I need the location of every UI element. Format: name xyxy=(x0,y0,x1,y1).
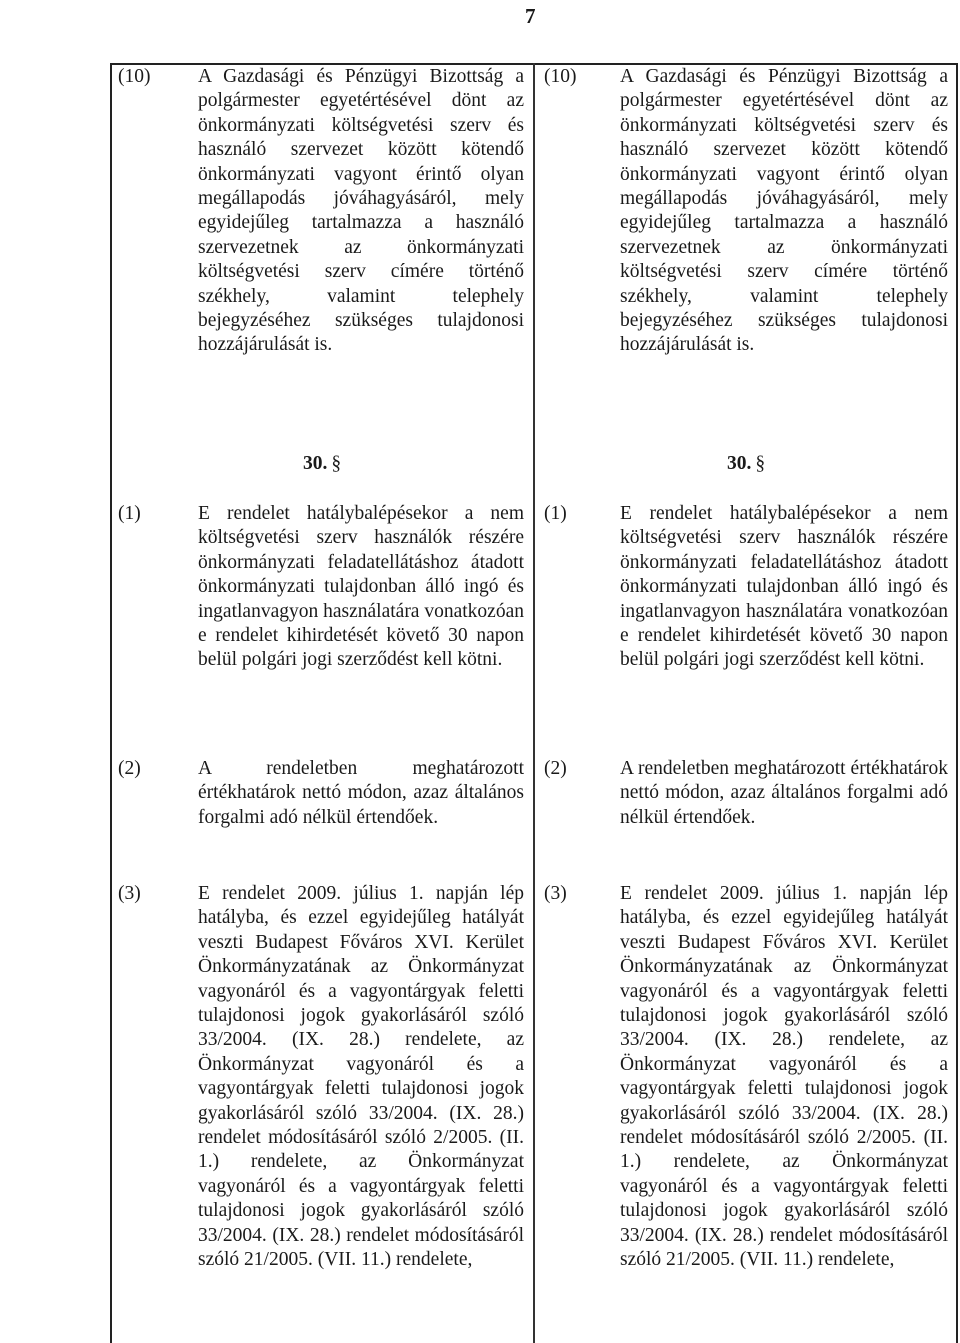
paragraph-number: (10) xyxy=(544,66,577,87)
section-number: 30. xyxy=(726,453,752,474)
paragraph-text: A rendeletben meghatározott értékhatárok nettó módon, azaz általános forgalmi adó nélkül értendőek. xyxy=(620,758,948,828)
paragraph-number: (10) xyxy=(118,66,151,87)
paragraph-text: E rendelet hatálybalépésekor a nem költségvetési szerv használók részére önkormányzati feladatellátáshoz átadott önkormányzati tulajdonban álló ingó és ingatlanvagyon használatára vonatkozóan e rendelet kihirdetését követő 30 napon belül polgári jogi szerződést kell kötni. xyxy=(620,503,948,671)
paragraph-text: E rendelet 2009. július 1. napján lép hatályba, és ezzel egyidejűleg hatályát veszti Budapest Főváros XVI. Kerület Önkormányzatának az Önkormányzat vagyonáról és a vagyontárgyak feletti tulajdonosi jogok gyakorlásáról szóló 33/2004. (IX. 28.) rendelete, az Önkormányzat vagyonáról és a vagyontárgyak feletti tulajdonosi jogok gyakorlásáról szóló 33/2004. (IX. 28.) rendelet módosításáról szóló 2/2005. (II. 1.) rendelete, az Önkormányzat vagyonáról és a vagyontárgyak feletti tulajdonosi jogok gyakorlásáról szóló 33/2004. (IX. 28.) rendelet módosításáról szóló 21/2005. (VII. 11.) rendelete, xyxy=(198,883,524,1271)
paragraph-text: A Gazdasági és Pénzügyi Bizottság a polgármester egyetértésével dönt az önkormányzati költségvetési szerv és használó szervezet között kötendő önkormányzati vagyont érintő olyan megállapodás jóváhagyásáról, mely egyidejűleg tartalmazza a használó szervezetnek az önkormányzati költségvetési szerv címére történő székhely, valamint telephely bejegyzéséhez szükséges tulajdonosi hozzájárulását is. xyxy=(198,66,524,356)
paragraph-number: (2) xyxy=(544,758,567,779)
column-divider xyxy=(533,63,535,1343)
paragraph-text: A Gazdasági és Pénzügyi Bizottság a polgármester egyetértésével dönt az önkormányzati költségvetési szerv és használó szervezet között kötendő önkormányzati vagyont érintő olyan megállapodás jóváhagyásáról, mely egyidejűleg tartalmazza a használó szervezetnek az önkormányzati költségvetési szerv címére történő székhely, valamint telephely bejegyzéséhez szükséges tulajdonosi hozzájárulását is. xyxy=(620,66,948,356)
paragraph-number: (1) xyxy=(544,503,567,524)
page-number: 7 xyxy=(525,4,536,28)
section-sign: § xyxy=(331,453,342,474)
section-heading xyxy=(112,453,532,475)
paragraph-text: E rendelet hatálybalépésekor a nem költségvetési szerv használók részére önkormányzati feladatellátáshoz átadott önkormányzati tulajdonban álló ingó és ingatlanvagyon használatára vonatkozóan e rendelet kihirdetését követő 30 napon belül polgári jogi szerződést kell kötni. xyxy=(198,503,524,671)
paragraph-number: (3) xyxy=(118,883,141,904)
paragraph-number: (1) xyxy=(118,503,141,524)
section-sign: § xyxy=(755,453,766,474)
section-number: 30. xyxy=(302,453,328,474)
paragraph-text: A rendeletben meghatározott értékhatárok nettó módon, azaz általános forgalmi adó nélkül értendőek. xyxy=(198,758,524,828)
paragraph-number: (2) xyxy=(118,758,141,779)
section-heading xyxy=(536,453,956,475)
paragraph-number: (3) xyxy=(544,883,567,904)
paragraph-text: E rendelet 2009. július 1. napján lép hatályba, és ezzel egyidejűleg hatályát veszti Budapest Főváros XVI. Kerület Önkormányzatának az Önkormányzat vagyonáról és a vagyontárgyak feletti tulajdonosi jogok gyakorlásáról szóló 33/2004. (IX. 28.) rendelete, az Önkormányzat vagyonáról és a vagyontárgyak feletti tulajdonosi jogok gyakorlásáról szóló 33/2004. (IX. 28.) rendelet módosításáról szóló 2/2005. (II. 1.) rendelete, az Önkormányzat vagyonáról és a vagyontárgyak feletti tulajdonosi jogok gyakorlásáról szóló 33/2004. (IX. 28.) rendelet módosításáról szóló 21/2005. (VII. 11.) rendelete, xyxy=(620,883,948,1271)
